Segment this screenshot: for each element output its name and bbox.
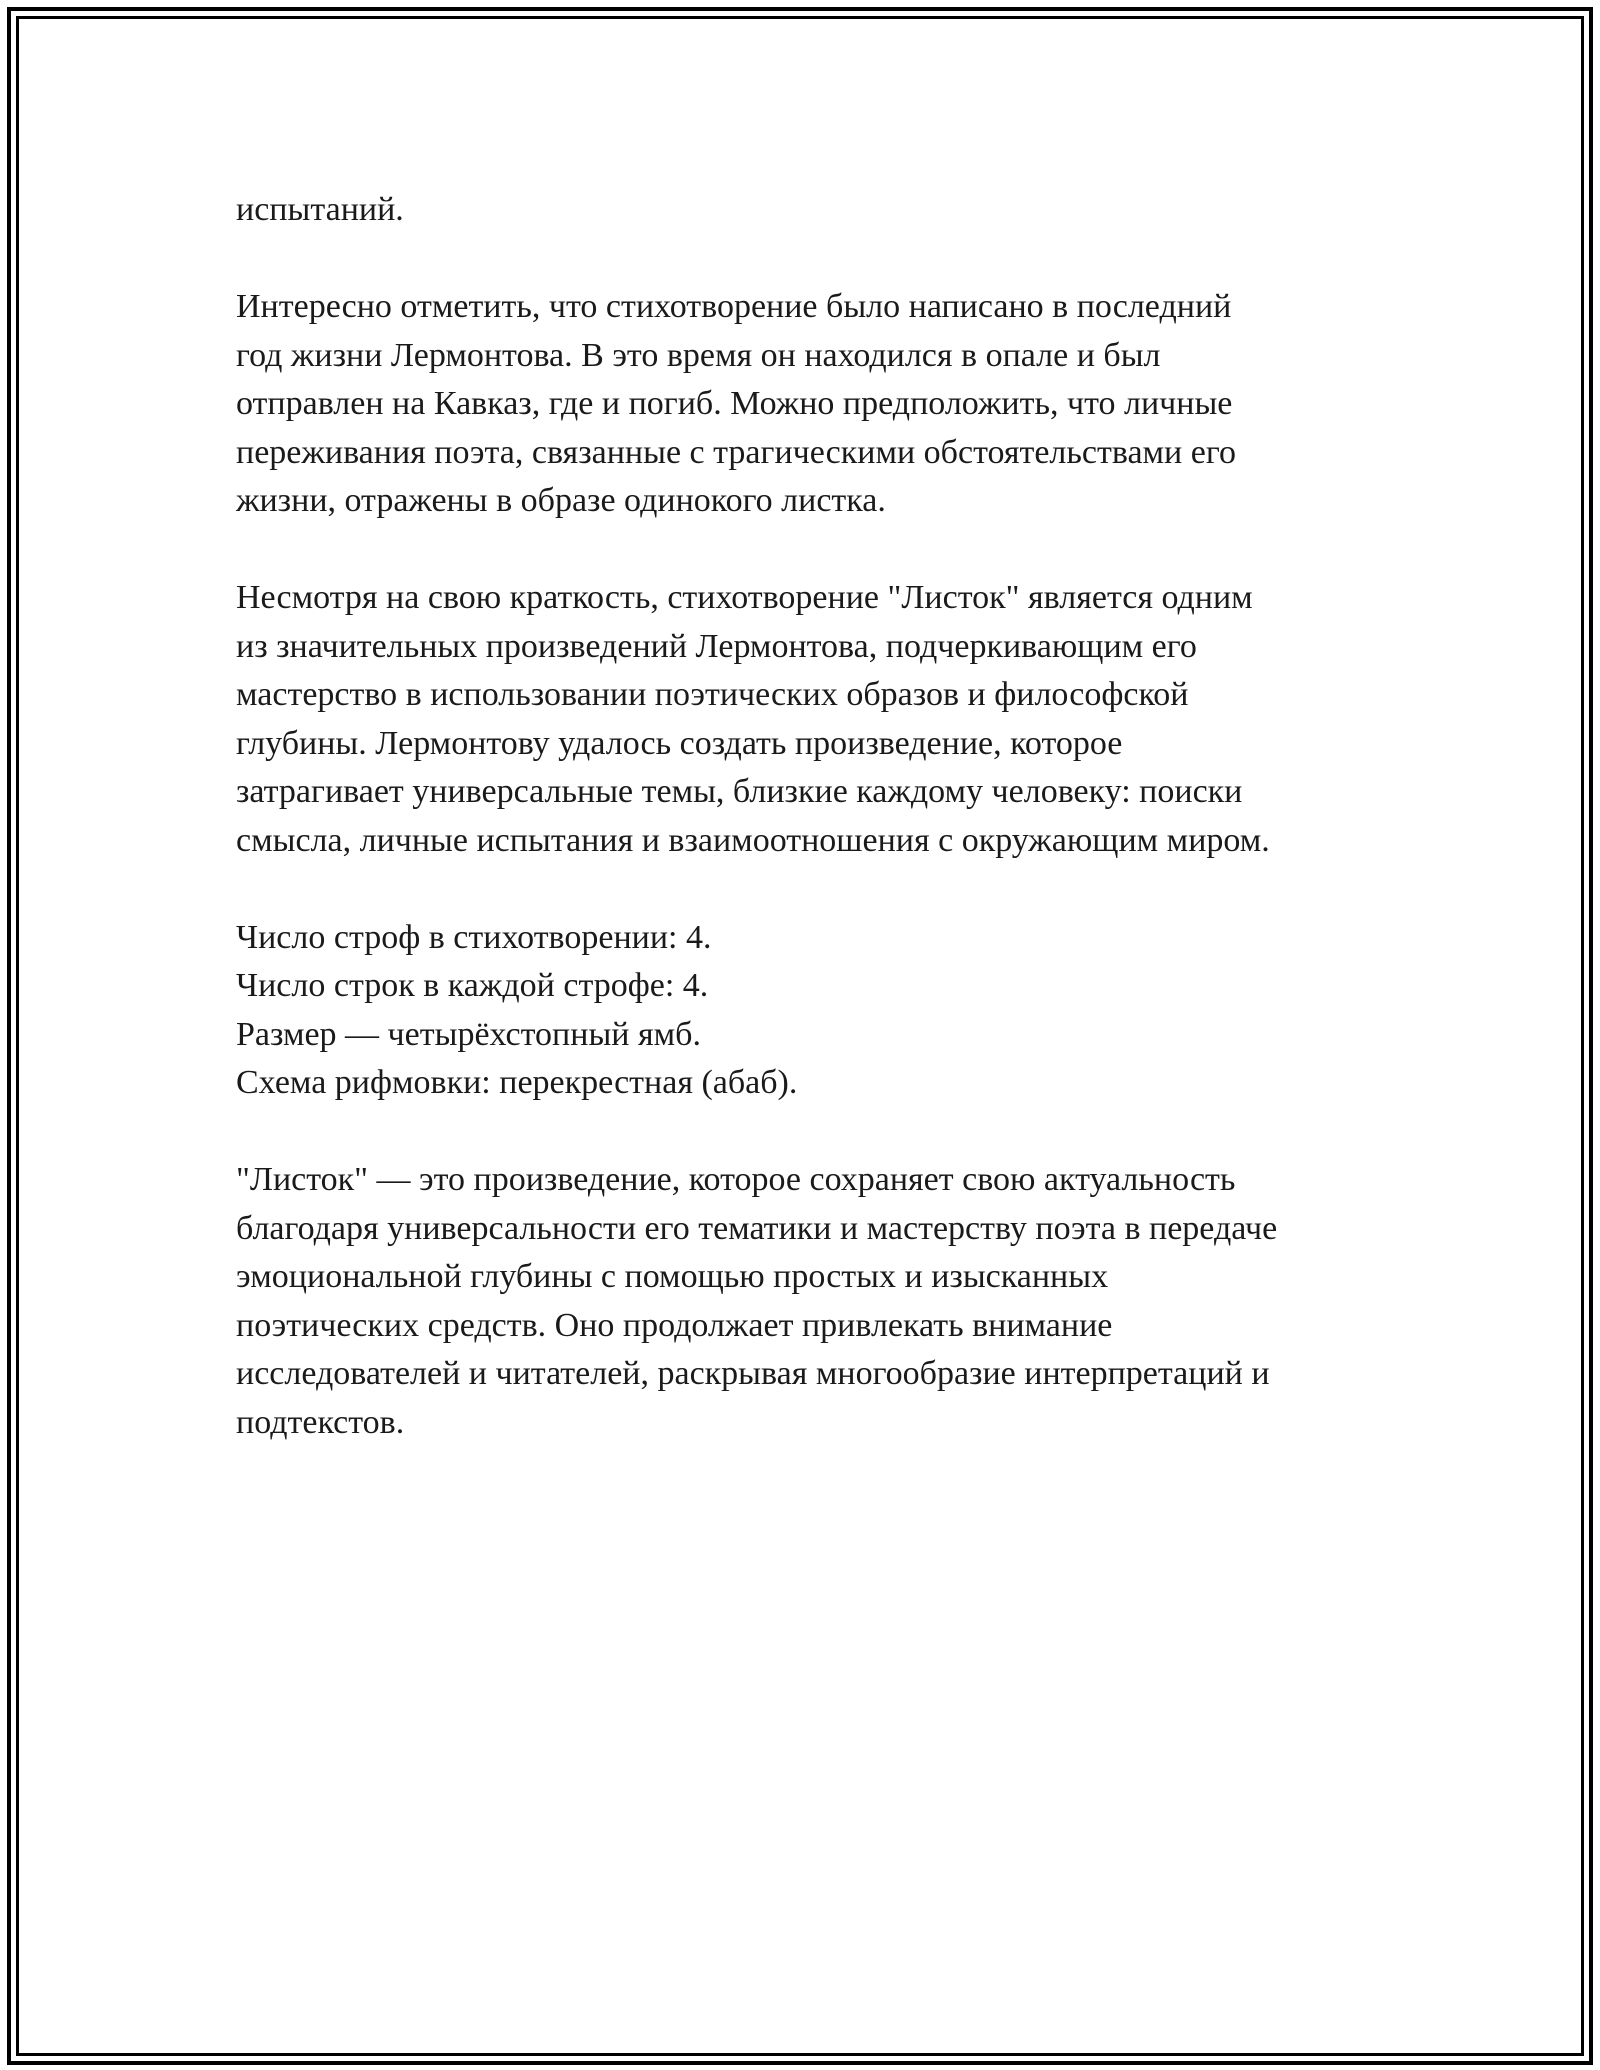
- paragraph-1: [236, 186, 1416, 235]
- text-line: подтекстов.: [236, 1403, 405, 1441]
- text-line: поэтических средств. Оно продолжает привлекать внимание: [236, 1306, 1113, 1344]
- text-line: глубины. Лермонтову удалось создать произведение, которое: [236, 724, 1123, 762]
- text-line: Размер — четырёхстопный ямб.: [236, 1015, 701, 1053]
- paragraph-5: [236, 1156, 1416, 1447]
- document-body: [236, 186, 1416, 1496]
- text-line: смысла, личные испытания и взаимоотношения с окружающим миром.: [236, 821, 1270, 859]
- text-line: затрагивает универсальные темы, близкие каждому человеку: поиски: [236, 773, 1243, 810]
- text-line: благодаря универсальности его тематики и мастерству поэта в передаче: [236, 1209, 1278, 1247]
- text-line: Несмотря на свою краткость, стихотворение "Листок" является одним: [236, 579, 1253, 616]
- text-line: из значительных произведений Лермонтова, подчеркивающим его: [236, 627, 1197, 665]
- text-line: Число строк в каждой строфе: 4.: [236, 967, 709, 1004]
- text-line: "Листок" — это произведение, которое сохраняет свою актуальность: [236, 1161, 1236, 1198]
- text-line: переживания поэта, связанные с трагическими обстоятельствами его: [236, 433, 1236, 471]
- text-line: отправлен на Кавказ, где и погиб. Можно предположить, что личные: [236, 385, 1233, 422]
- text-line: жизни, отражены в образе одинокого листка.: [236, 482, 886, 519]
- text-line: эмоциональной глубины с помощью простых и изысканных: [236, 1258, 1109, 1295]
- paragraph-4-facts: [236, 914, 1416, 1108]
- text-line: год жизни Лермонтова. В это время он находился в опале и был: [236, 336, 1161, 374]
- paragraph-2: [236, 283, 1416, 526]
- paragraph-3: [236, 574, 1416, 865]
- text-line: Интересно отметить, что стихотворение было написано в последний: [236, 288, 1232, 325]
- text-line: Число строф в стихотворении: 4.: [236, 918, 712, 956]
- text-line: Схема рифмовки: перекрестная (абаб).: [236, 1064, 798, 1101]
- text-line: испытаний.: [236, 191, 404, 228]
- text-line: мастерство в использовании поэтических образов и философской: [236, 676, 1189, 713]
- text-line: исследователей и читателей, раскрывая многообразие интерпретаций и: [236, 1355, 1270, 1392]
